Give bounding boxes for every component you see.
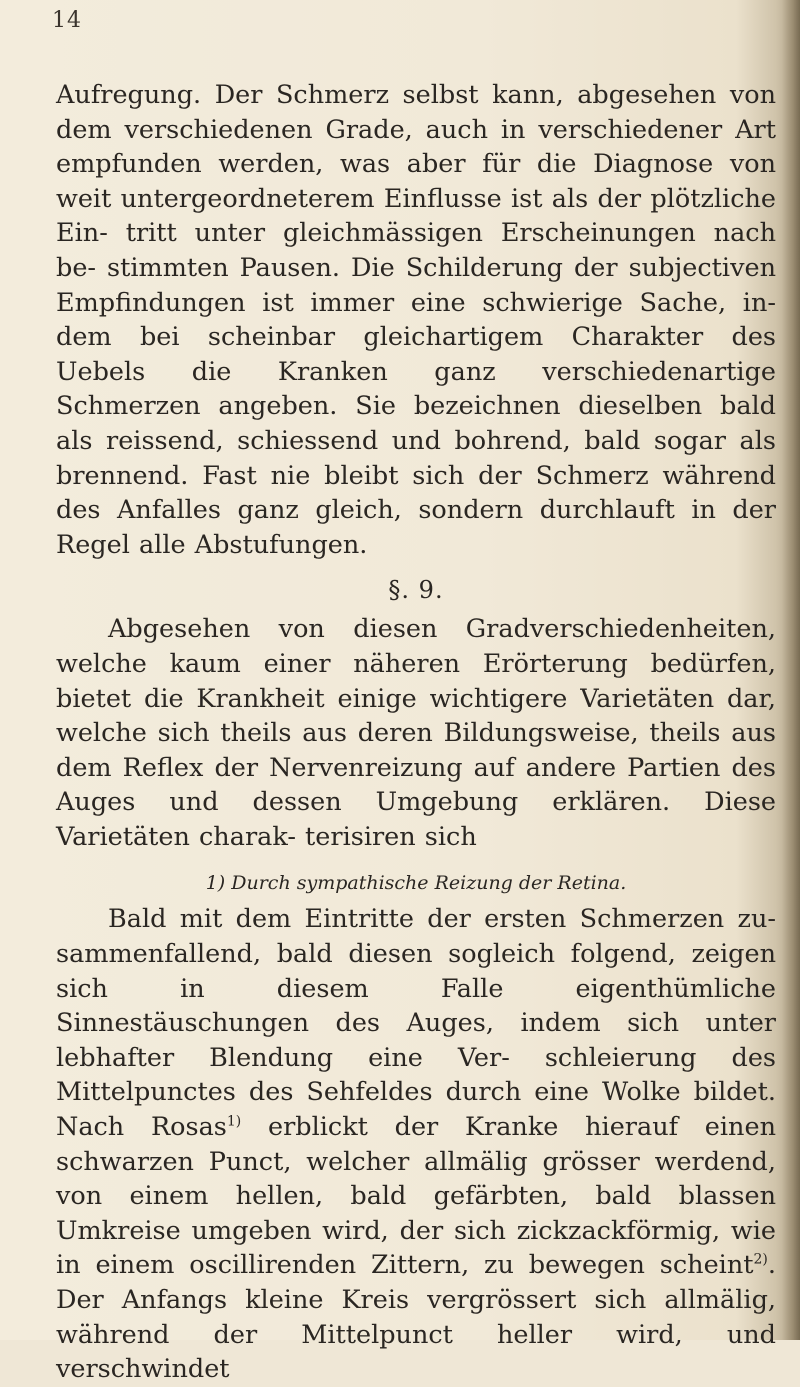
subsection-heading: 1) Durch sympathische Reizung der Retina. [205,872,627,895]
section-heading: §. 9. [388,576,444,605]
paragraph-varieties: Abgesehen von diesen Gradverschiedenheiten, welche kaum einer näheren Erörterung bedürfen, bietet die Krankheit einige wichtigere Varietäten dar, welche sich theils aus deren Bildungsweise, theils aus dem Reflex der Nervenreizung auf andere Partien des Auges und dessen Umgebung erklären. Diese Varietäten charak- terisiren sich [56,614,776,852]
paragraph-retina [56,902,776,1386]
body-text [56,78,776,1387]
paragraph-intro: Aufregung. Der Schmerz selbst kann, abgesehen von dem verschiedenen Grade, auch in verschiedener Art empfunden werden, was aber für die Diagnose von weit untergeordneterem Einflusse ist als der plötzliche Ein- tritt unter gleichmässigen Erscheinungen nach be- stimmten Pausen. Die Schilderung der subjectiven Empfindungen ist immer eine schwierige Sache, in- dem bei scheinbar gleichartigem Charakter des Uebels die Kranken ganz verschiedenartige Schmerzen angeben. Sie bezeichnen dieselben bald als reissend, schiessend und bohrend, bald sogar als brennend. Fast nie bleibt sich der Schmerz während des Anfalles ganz gleich, sondern durchlauft in der Regel alle Abstufungen. [56,80,776,560]
page-number: 14 [52,8,82,33]
page-edge-shadow [782,0,800,1340]
paragraph-retina-text-c: . Der Anfangs kleine Kreis vergrössert sich allmälig, während der Mittelpunct heller wird, und verschwindet [56,1250,776,1385]
footnote-ref-2: 2) [753,1251,768,1268]
footnote-ref-1: 1) [226,1113,242,1130]
paragraph-retina-text-a: Bald mit dem Eintritte der ersten Schmerzen zu- sammenfallend, bald diesen sogleich folgend, zeigen sich in diesem Falle eigenthümliche Sinnestäuschungen des Auges, indem sich unter lebhafter Blendung eine Ver- schleierung des Mittelpunctes des Sehfeldes durch eine Wolke bildet. Nach Rosas [56,904,776,1143]
paragraph-retina-text-b: erblickt der Kranke hierauf einen schwarzen Punct, welcher allmälig grösser werdend, von einem hellen, bald gefärbten, bald blassen Umkreise umgeben wird, der sich zickzackförmig, wie in einem oscillirenden Zittern, zu bewegen scheint [56,1112,776,1281]
